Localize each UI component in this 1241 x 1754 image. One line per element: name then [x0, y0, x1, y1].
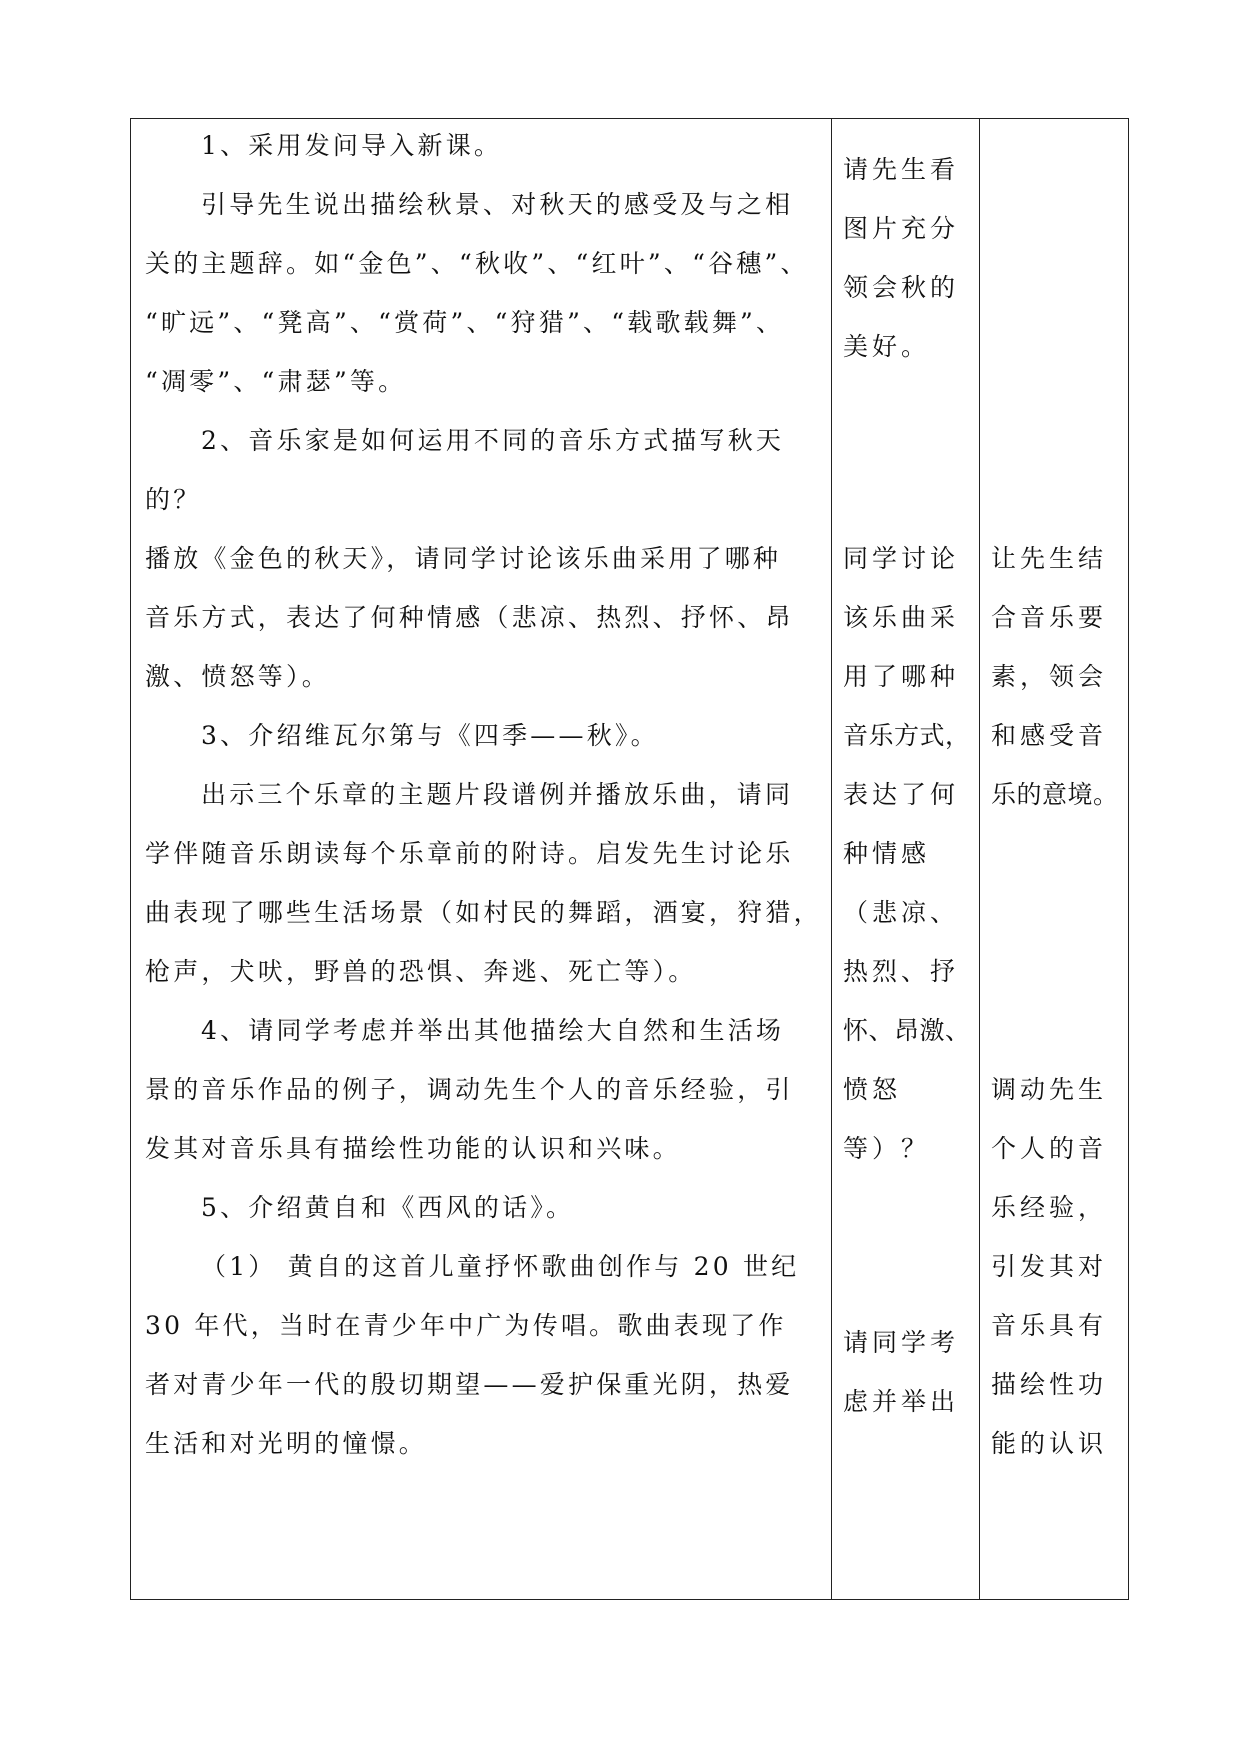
text-line: 描绘性功: [991, 1370, 1108, 1399]
text-line: 30 年代，当时在青少年中广为传唱。歌曲表现了作: [145, 1311, 787, 1340]
text-line: 1、采用发问导入新课。: [201, 131, 503, 160]
text-line: 表达了何: [843, 780, 960, 809]
text-line: 乐经验，: [991, 1193, 1108, 1222]
text-line: 等）？: [843, 1134, 931, 1163]
text-line: 乐的意境。: [991, 780, 1119, 809]
text-line: 音乐具有: [991, 1311, 1108, 1340]
text-line: 景的音乐作品的例子，调动先生个人的音乐经验，引: [145, 1075, 794, 1104]
text-line: 关的主题辞。如“金色”、“秋收”、“红叶”、“谷穗”、: [145, 249, 809, 278]
text-line: 合音乐要: [991, 603, 1108, 632]
text-line: 能的认识: [991, 1429, 1108, 1458]
text-line: 该乐曲采: [843, 603, 960, 632]
text-line: 个人的音: [991, 1134, 1108, 1163]
text-line: 素，领会: [991, 662, 1108, 691]
text-line: 发其对音乐具有描绘性功能的认识和兴味。: [145, 1134, 681, 1163]
text-line: 图片充分: [843, 214, 960, 243]
text-line: 领会秋的: [843, 273, 960, 302]
text-line: 音乐方式，表达了何种情感（悲凉、热烈、抒怀、昂: [145, 603, 794, 632]
text-line: 引导先生说出描绘秋景、对秋天的感受及与之相: [201, 190, 794, 219]
text-line: 出示三个乐章的主题片段谱例并播放乐曲，请同: [201, 780, 794, 809]
text-line: 的？: [145, 485, 202, 514]
text-line: 5、介绍黄自和《西风的话》。: [201, 1193, 575, 1222]
text-line: 热烈、抒: [843, 957, 960, 986]
text-line: 怀、昂激、: [843, 1016, 971, 1045]
text-line: 虑并举出: [843, 1387, 960, 1416]
text-line: 请同学考: [843, 1328, 960, 1357]
text-line: “旷远”、“凳高”、“赏荷”、“狩猎”、“载歌载舞”、: [145, 308, 785, 337]
column-divider: [979, 119, 980, 1599]
text-line: 学伴随音乐朗读每个乐章前的附诗。启发先生讨论乐: [145, 839, 794, 868]
text-line: 引发其对: [991, 1252, 1108, 1281]
text-line: “凋零”、“肃瑟”等。: [145, 367, 407, 396]
text-line: 和感受音: [991, 721, 1108, 750]
text-line: 3、介绍维瓦尔第与《四季——秋》。: [201, 721, 659, 750]
text-line: （悲凉、: [843, 898, 960, 927]
text-line: 2、音乐家是如何运用不同的音乐方式描写秋天: [201, 426, 785, 455]
text-line: 调动先生: [991, 1075, 1108, 1104]
text-line: 用了哪种: [843, 662, 960, 691]
lesson-table: [130, 118, 1129, 1600]
text-line: 播放《金色的秋天》，请同学讨论该乐曲采用了哪种: [145, 544, 782, 573]
text-line: 4、请同学考虑并举出其他描绘大自然和生活场: [201, 1016, 785, 1045]
text-line: 曲表现了哪些生活场景（如村民的舞蹈，酒宴，狩猎，: [145, 898, 822, 927]
column-divider: [831, 119, 832, 1599]
text-line: 美好。: [843, 332, 931, 361]
text-line: 种情感: [843, 839, 931, 868]
text-line: 音乐方式，: [843, 721, 971, 750]
text-line: 愤怒: [843, 1075, 902, 1104]
text-line: 枪声，犬吠，野兽的恐惧、奔逃、死亡等）。: [145, 957, 697, 986]
text-line: 激、愤怒等）。: [145, 662, 330, 691]
text-line: 生活和对光明的憧憬。: [145, 1429, 428, 1458]
text-line: 请先生看: [843, 155, 960, 184]
text-line: 让先生结: [991, 544, 1108, 573]
text-line: 者对青少年一代的殷切期望——爱护保重光阴，热爱: [145, 1370, 794, 1399]
text-line: 同学讨论: [843, 544, 960, 573]
text-line: （1） 黄自的这首儿童抒怀歌曲创作与 20 世纪: [201, 1252, 800, 1281]
